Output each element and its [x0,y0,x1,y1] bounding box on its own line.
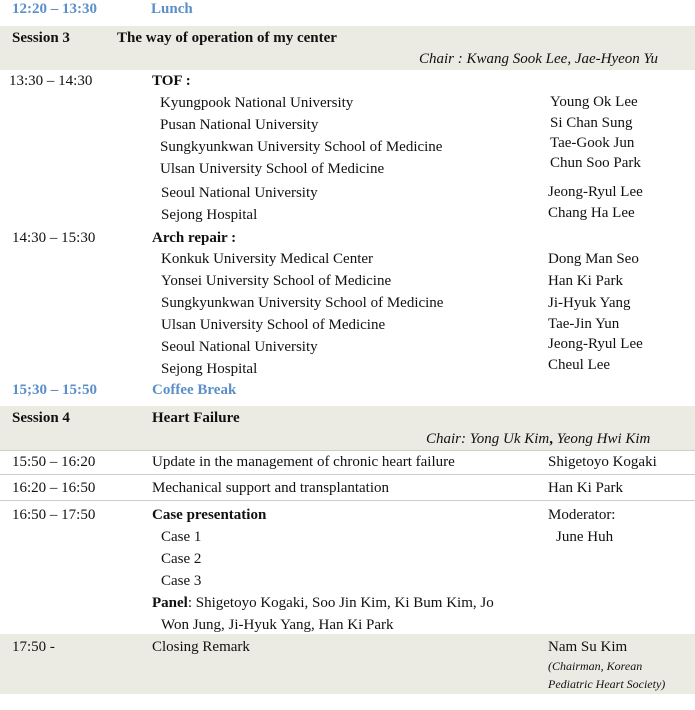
row1-time: 15:50 – 16:20 [12,454,96,470]
divider [0,474,695,475]
row1-person: Shigetoyo Kogaki [548,454,657,470]
tof-inst-5: Seoul National University [161,185,318,201]
row2-time: 16:20 – 16:50 [12,480,96,496]
case-item-2: Case 2 [161,551,202,567]
tof-time: 13:30 – 14:30 [9,73,93,89]
tof-person-4: Chun Soo Park [550,155,641,171]
case-item-3: Case 3 [161,573,202,589]
arch-person-4: Tae-Jin Yun [548,316,620,332]
tof-inst-6: Sejong Hospital [161,207,258,223]
session4-title: Heart Failure [152,410,240,426]
closing-time: 17:50 - [12,639,55,655]
tof-inst-4: Ulsan University School of Medicine [160,161,385,177]
coffee-title: Coffee Break [152,382,237,398]
tof-person-5: Jeong-Ryul Lee [548,184,643,200]
tof-person-2: Si Chan Sung [550,115,633,131]
case-item-1: Case 1 [161,529,202,545]
closing-title: Closing Remark [152,639,250,655]
coffee-time: 15;30 – 15:50 [12,382,97,398]
session4-chair: Chair: Yong Uk Kim, Yeong Hwi Kim [426,431,651,447]
arch-person-1: Dong Man Seo [548,251,639,267]
moderator-name: June Huh [556,529,614,545]
row1-title: Update in the management of chronic heart failure [152,454,455,470]
tof-person-1: Young Ok Lee [550,94,638,110]
session4-label: Session 4 [12,410,70,426]
row2-title: Mechanical support and transplantation [152,480,390,496]
lunch-time: 12:20 – 13:30 [12,1,97,17]
tof-inst-2: Pusan National University [160,117,319,133]
arch-inst-1: Konkuk University Medical Center [161,251,374,267]
case-time: 16:50 – 17:50 [12,507,96,523]
lunch-title: Lunch [151,1,193,17]
closing-note-1: (Chairman, Korean [548,659,643,673]
moderator-label: Moderator: [548,507,616,523]
closing-person: Nam Su Kim [548,639,628,655]
arch-time: 14:30 – 15:30 [12,230,96,246]
closing-note-2: Pediatric Heart Society) [548,677,666,691]
arch-person-2: Han Ki Park [548,273,623,289]
arch-heading: Arch repair : [152,230,237,246]
arch-person-6: Cheul Lee [548,357,611,373]
tof-inst-1: Kyungpook National University [160,95,354,111]
arch-person-5: Jeong-Ryul Lee [548,336,643,352]
arch-inst-2: Yonsei University School of Medicine [161,273,392,289]
arch-inst-5: Seoul National University [161,339,318,355]
divider [0,500,695,501]
panel-line-2: Won Jung, Ji-Hyuk Yang, Han Ki Park [161,617,394,633]
row2-person: Han Ki Park [548,480,623,496]
tof-person-3: Tae-Gook Jun [550,135,635,151]
session3-label: Session 3 [12,30,70,46]
arch-inst-4: Ulsan University School of Medicine [161,317,386,333]
session3-title: The way of operation of my center [117,30,337,46]
tof-person-6: Chang Ha Lee [548,205,635,221]
tof-heading: TOF : [152,73,191,89]
session3-chair: Chair : Kwang Sook Lee, Jae-Hyeon Yu [419,51,659,67]
arch-inst-3: Sungkyunkwan University School of Medicine [161,295,444,311]
divider [0,450,695,451]
tof-inst-3: Sungkyunkwan University School of Medicine [160,139,443,155]
panel-line-1: Panel: Shigetoyo Kogaki, Soo Jin Kim, Ki Bum Kim, Jo [152,595,494,611]
arch-person-3: Ji-Hyuk Yang [548,295,631,311]
case-title: Case presentation [152,507,267,523]
arch-inst-6: Sejong Hospital [161,361,258,377]
